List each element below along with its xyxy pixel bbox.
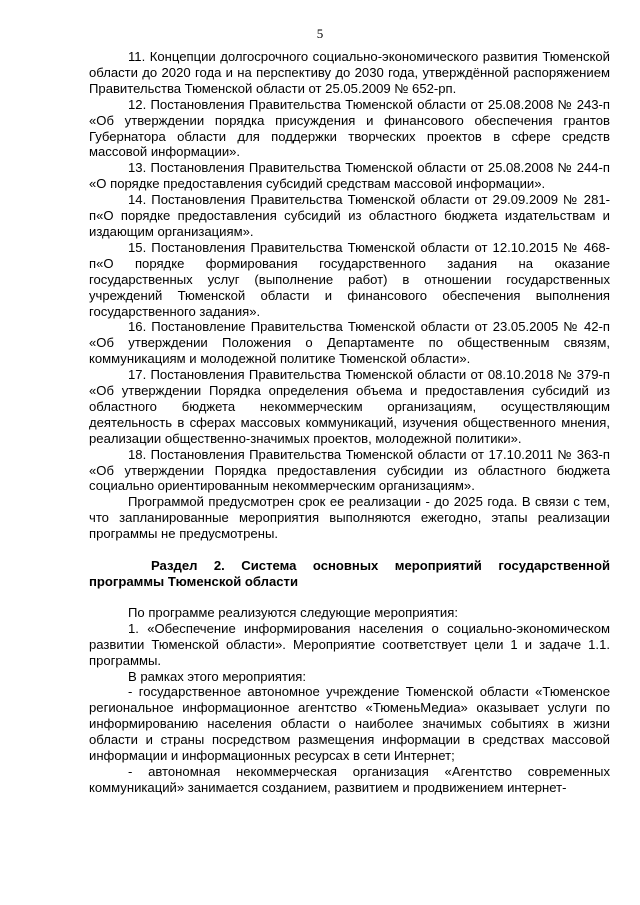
page-number: 5 xyxy=(316,26,324,41)
document-body xyxy=(89,49,610,796)
list-item-13: 13. Постановления Правительства Тюменской области от 25.08.2008 № 244-п «О порядке предоставления субсидий средствам массовой информации». xyxy=(89,160,610,192)
program-term-paragraph: Программой предусмотрен срок ее реализации - до 2025 года. В связи с тем, что запланированные мероприятия выполняются ежегодно, этапы реализации программы не предусмотрены. xyxy=(89,494,610,542)
list-item-11: 11. Концепции долгосрочного социально-экономического развития Тюменской области до 2020 года и на перспективу до 2030 года, утверждённой распоряжением Правительства Тюменской области от 25.05.2009 № 652-рп. xyxy=(89,49,610,96)
list-item-12: 12. Постановления Правительства Тюменской области от 25.08.2008 № 243-п «Об утверждении порядка присуждения и финансового обеспечения грантов Губернатора области для поддержки творческих проектов в сфере средств массовой информации». xyxy=(89,96,610,160)
list-item-14: 14. Постановления Правительства Тюменской области от 29.09.2009 № 281-п«О порядке предоставления субсидий из областного бюджета издательствам и издающим организациям». xyxy=(89,192,610,239)
list-item-16: 16. Постановление Правительства Тюменской области от 23.05.2005 № 42-п «Об утверждении Положения о Департаменте по общественным связям, коммуникациям и молодежной политике Тюменской области». xyxy=(89,319,610,367)
list-item-17: 17. Постановления Правительства Тюменской области от 08.10.2018 № 379-п «Об утверждении Порядка определения объема и предоставления субсидий из областного бюджета некоммерческим организациям, осуществляющим деятельность в сферах массовых коммуникаций, изучения общественного мнения, реализации общественно-значимых проектов, молодежной политики». xyxy=(89,367,610,446)
list-item-18: 18. Постановления Правительства Тюменской области от 17.10.2011 № 363-п «Об утверждении Порядка предоставления субсидии из областного бюджета социально ориентированным некоммерческим организациям». xyxy=(89,446,610,494)
section-heading: Раздел 2. Система основных мероприятий государственной программы Тюменской области xyxy=(89,558,610,589)
bullet-item: - государственное автономное учреждение Тюменской области «Тюменское региональное информационное агентство «ТюменьМедиа» оказывает услуги по информированию населения области о наиболее значимых событиях в жизни области и страны посредством размещения информации в средствах массовой информации и информационных ресурсах в сети Интернет; xyxy=(89,684,610,764)
list-item-15: 15. Постановления Правительства Тюменской области от 12.10.2015 № 468-п«О порядке формирования государственного задания на оказание государственных услуг (выполнение работ) в отношении государственных учреждений Тюменской области и финансового обеспечения выполнения государственного задания». xyxy=(89,239,610,319)
activities-intro: По программе реализуются следующие мероприятия: xyxy=(128,604,458,620)
bullet-item: - автономная некоммерческая организация «Агентство современных коммуникаций» занимается созданием, развитием и продвижением интернет- xyxy=(89,763,610,795)
activity-1: 1. «Обеспечение информирования населения о социально-экономическом развитии Тюменской области». Мероприятие соответствует цели 1 и задаче 1.1. программы. xyxy=(89,620,610,668)
section-spacer xyxy=(89,590,610,605)
activity-scope: В рамках этого мероприятия: xyxy=(128,668,307,684)
section-spacer xyxy=(89,542,610,558)
